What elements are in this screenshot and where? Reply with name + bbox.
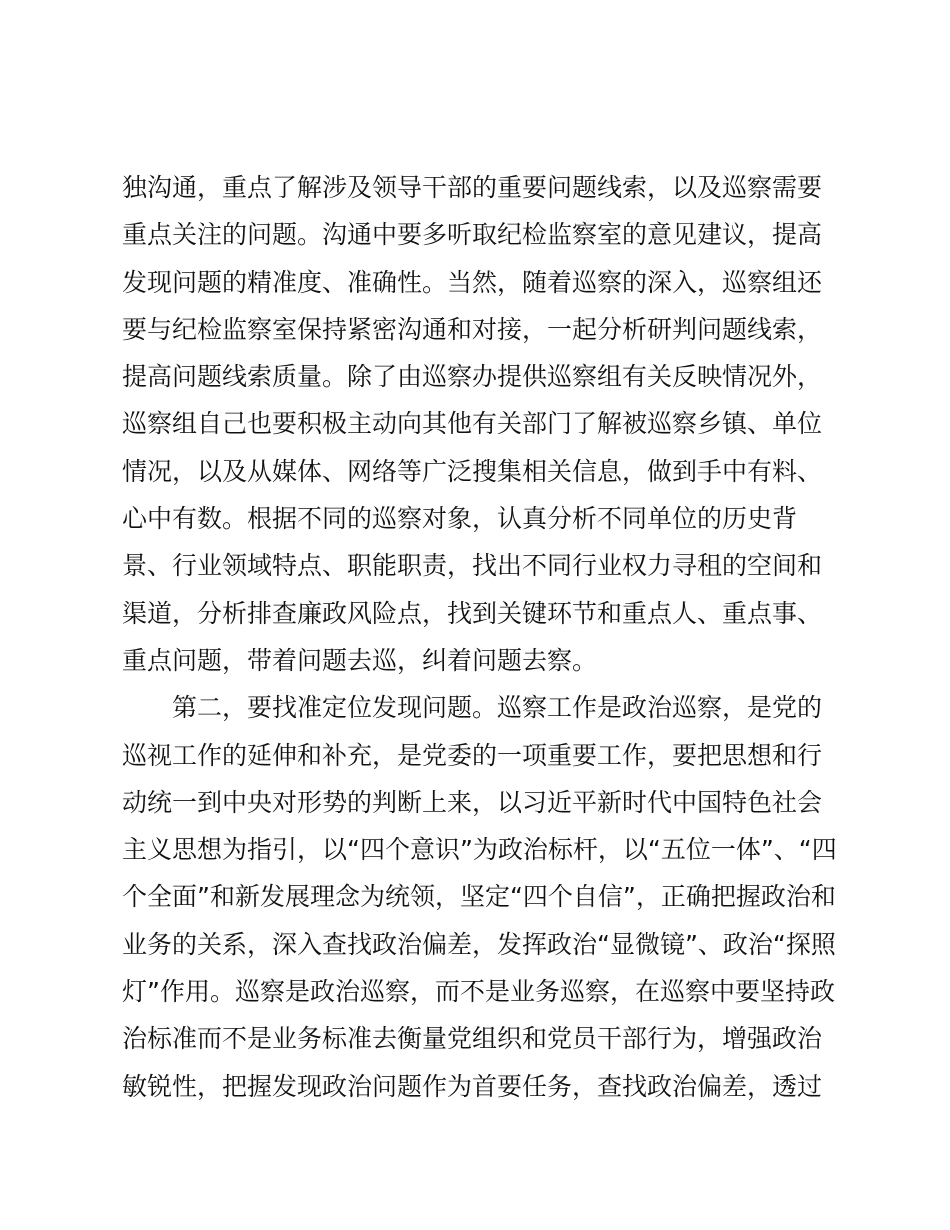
text-line: 要与纪检监察室保持紧密沟通和对接，一起分析研判问题线索， bbox=[122, 314, 823, 344]
text-line: 渠道，分析排查廉政风险点，找到关键环节和重点人、重点事、 bbox=[122, 598, 823, 628]
body-text bbox=[122, 164, 842, 1110]
text-line: 重点关注的问题。沟通中要多听取纪检监察室的意见建议，提高 bbox=[122, 220, 823, 250]
text-line: 情况，以及从媒体、网络等广泛搜集相关信息，做到手中有料、 bbox=[122, 456, 823, 486]
text-line: 动统一到中央对形势的判断上来，以习近平新时代中国特色社会 bbox=[122, 787, 823, 817]
text-line: 心中有数。根据不同的巡察对象，认真分析不同单位的历史背 bbox=[122, 504, 798, 534]
paragraph-start-line: 第二，要找准定位发现问题。巡察工作是政治巡察，是党的 bbox=[172, 693, 823, 723]
text-line: 景、行业领域特点、职能职责，找出不同行业权力寻租的空间和 bbox=[122, 551, 823, 581]
text-line: 重点问题，带着问题去巡，纠着问题去察。 bbox=[122, 645, 598, 675]
text-line: 巡视工作的延伸和补充，是党委的一项重要工作，要把思想和行 bbox=[122, 740, 823, 770]
text-line: 提高问题线索质量。除了由巡察办提供巡察组有关反映情况外， bbox=[122, 362, 823, 392]
text-line: 主义思想为指引，以“四个意识”为政治标杆，以“五位一体”、“四 bbox=[122, 835, 837, 865]
text-line: 敏锐性，把握发现政治问题作为首要任务，查找政治偏差，透过 bbox=[122, 1071, 823, 1101]
text-line: 个全面”和新发展理念为统领，坚定“四个自信”，正确把握政治和 bbox=[122, 882, 836, 912]
text-line: 治标准而不是业务标准去衡量党组织和党员干部行为，增强政治 bbox=[122, 1024, 823, 1054]
text-line: 业务的关系，深入查找政治偏差，发挥政治“显微镜”、政治“探照 bbox=[122, 929, 836, 959]
text-line: 发现问题的精准度、准确性。当然，随着巡察的深入，巡察组还 bbox=[122, 267, 823, 297]
text-line: 独沟通，重点了解涉及领导干部的重要问题线索，以及巡察需要 bbox=[122, 173, 823, 202]
text-line: 巡察组自己也要积极主动向其他有关部门了解被巡察乡镇、单位 bbox=[122, 409, 823, 439]
text-line: 灯”作用。巡察是政治巡察，而不是业务巡察，在巡察中要坚持政 bbox=[122, 977, 835, 1007]
